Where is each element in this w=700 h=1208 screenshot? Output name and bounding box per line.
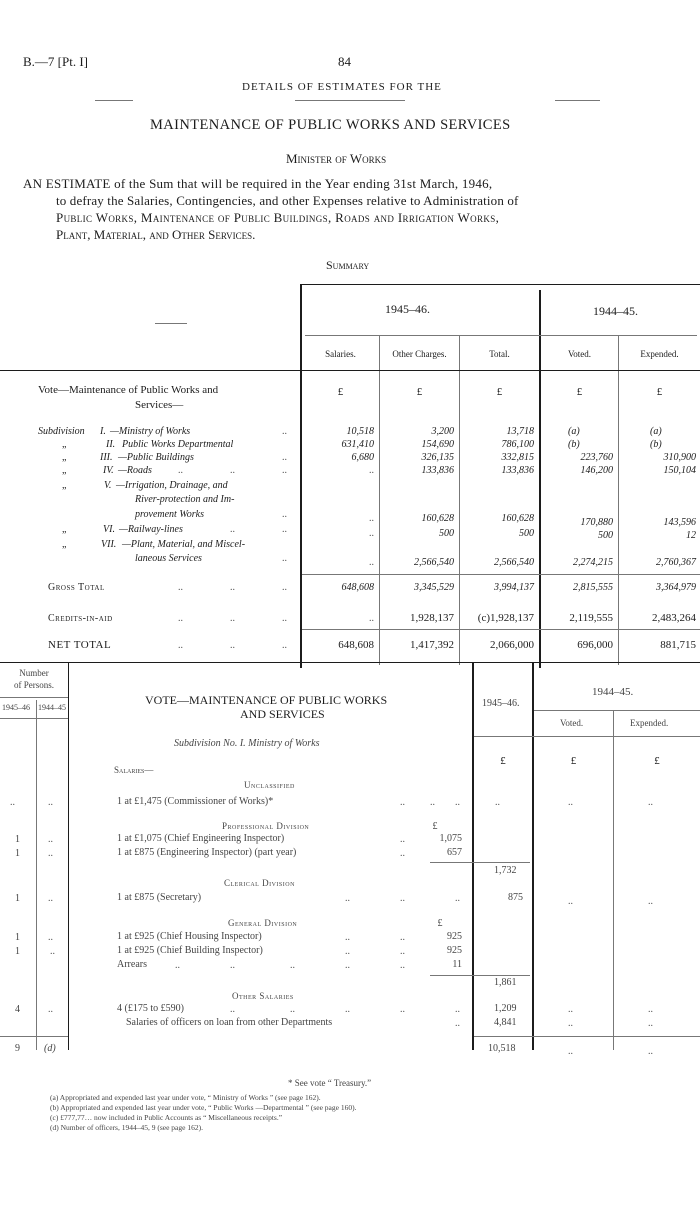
gross-leader-2: .. <box>230 582 235 593</box>
row-2-salaries: 631,410 <box>341 439 374 450</box>
row-3-other: 326,135 <box>421 452 454 463</box>
gen-persons-1: 1 <box>15 932 20 943</box>
vote-label-2: Services— <box>135 399 184 411</box>
row-2-name: Public Works Departmental <box>122 439 234 450</box>
detail-currency-current: £ <box>500 755 506 767</box>
summary-subtotal-rule <box>302 574 700 575</box>
row-1-num: I. <box>100 426 106 437</box>
unclassified-item: 1 at £1,475 (Commissioner of Works)* <box>117 796 274 807</box>
detail-vline-persons <box>68 663 69 1050</box>
gen-amount-2: 925 <box>447 945 462 956</box>
row-6-total: 500 <box>519 528 534 539</box>
prof-item-2: 1 at £875 (Engineering Inspector) (part year) <box>117 847 297 858</box>
prof-persons-prev-2: .. <box>48 848 53 859</box>
clerical-total: 875 <box>508 892 523 903</box>
credits-voted: 2,119,555 <box>569 612 613 624</box>
row-3-salaries: 6,680 <box>351 452 374 463</box>
row-4-num: IV. <box>103 465 114 476</box>
row-4-salaries: .. <box>369 465 374 476</box>
summary-vline-main <box>300 284 302 668</box>
row-5-ditto: „ <box>62 480 67 491</box>
gen-leader-2b: .. <box>400 946 405 957</box>
other-item-1: 4 (£175 to £590) <box>117 1003 184 1014</box>
footnote-c: (c) £777,77… now included in Public Accounts as “ Miscellaneous receipts.” <box>50 1113 283 1122</box>
row-5-expended: 143,596 <box>663 517 696 528</box>
gen-leader-3e: .. <box>400 960 405 971</box>
credits-salaries: .. <box>369 613 374 624</box>
gen-subtotal-rule <box>430 975 530 976</box>
row-2-total: 786,100 <box>501 439 534 450</box>
gen-leader-3d: .. <box>345 960 350 971</box>
detail-header-rule <box>474 736 700 737</box>
gen-amount-3: 11 <box>452 959 462 970</box>
gen-leader-3c: .. <box>290 960 295 971</box>
clerical-leader-2: .. <box>400 893 405 904</box>
detail-vline-persons-split <box>36 700 37 1050</box>
net-salaries: 648,608 <box>338 639 374 651</box>
net-leader-3: .. <box>282 640 287 651</box>
row-5-voted: 170,880 <box>580 517 613 528</box>
row-7-other: 2,566,540 <box>414 557 454 568</box>
detail-col-previous: 1944–45. <box>592 686 634 698</box>
gen-item-2: 1 at £925 (Chief Building Inspector) <box>117 945 263 956</box>
net-total: 2,066,000 <box>490 639 534 651</box>
net-other: 1,417,392 <box>410 639 454 651</box>
row-7-name-1: —Plant, Material, and Miscel- <box>122 539 246 550</box>
row-4-total: 133,836 <box>501 465 534 476</box>
header-rule-center <box>295 100 405 101</box>
summary-col-other: Other Charges. <box>392 349 447 359</box>
currency-total: £ <box>496 386 503 398</box>
other-leader-1e: .. <box>455 1004 460 1015</box>
summary-year-current: 1945–46. <box>385 302 430 316</box>
row-1-other: 3,200 <box>431 426 454 437</box>
unclassified-persons-previous: .. <box>48 797 53 808</box>
net-leader-2: .. <box>230 640 235 651</box>
other-persons-prev-1: .. <box>48 1004 53 1015</box>
gross-expended: 3,364,979 <box>656 582 696 593</box>
credits-label: Credits-in-aid <box>48 613 113 624</box>
unclassified-leader-1: .. <box>400 797 405 808</box>
row-6-leader-2: .. <box>282 524 287 535</box>
prof-leader-2: .. <box>400 848 405 859</box>
detail-currency-voted: £ <box>570 755 577 767</box>
row-3-expended: 310,900 <box>663 452 696 463</box>
document-reference: B.—7 [Pt. I] <box>23 54 88 69</box>
gen-leader-3a: .. <box>175 960 180 971</box>
row-3-name: —Public Buildings <box>118 452 194 463</box>
row-4-other: 133,836 <box>421 465 454 476</box>
footnote-star: * See vote “ Treasury.” <box>288 1078 372 1088</box>
unclassified-voted: .. <box>568 797 573 808</box>
credits-other: 1,928,137 <box>410 612 454 624</box>
persons-total-rule <box>0 1036 68 1037</box>
row-7-salaries: .. <box>369 557 374 568</box>
detail-col-expended: Expended. <box>630 718 669 728</box>
summary-title: Summary <box>326 258 370 272</box>
row-5-other: 160,628 <box>421 513 454 524</box>
clerical-expended: .. <box>648 896 653 907</box>
clerical-voted: .. <box>568 896 573 907</box>
prof-leader-1: .. <box>400 834 405 845</box>
gross-leader-3: .. <box>282 582 287 593</box>
other-leader-1b: .. <box>290 1004 295 1015</box>
persons-header-rule <box>0 697 68 698</box>
footnote-d: (d) Number of officers, 1944–45, 9 (see page 162). <box>50 1123 203 1132</box>
persons-total-current: 9 <box>15 1043 20 1054</box>
vote-label-1: Vote—Maintenance of Public Works and <box>38 384 219 396</box>
persons-total-previous: (d) <box>44 1043 56 1054</box>
general-heading: General Division <box>228 918 298 928</box>
prof-item-1: 1 at £1,075 (Chief Engineering Inspector) <box>117 833 285 844</box>
detail-vline-current <box>472 663 474 1050</box>
detail-total-expended: .. <box>648 1046 653 1057</box>
other-amount-1: 1,209 <box>494 1003 517 1014</box>
unclassified-leader-2: .. <box>430 797 435 808</box>
row-4-leader-1: .. <box>178 465 183 476</box>
detail-vline-previous <box>532 663 534 1050</box>
persons-year-previous: 1944–45 <box>38 703 66 712</box>
row-3-total: 332,815 <box>501 452 534 463</box>
other-voted-2: .. <box>568 1018 573 1029</box>
prof-amount-1: 1,075 <box>439 833 462 844</box>
other-item-2: Salaries of officers on loan from other Departments <box>126 1017 333 1028</box>
minister-heading: Minister of Works <box>286 151 387 166</box>
row-6-num: VI. <box>103 524 115 535</box>
subdivision-title: Subdivision No. I. Ministry of Works <box>174 738 320 749</box>
other-expended-2: .. <box>648 1018 653 1029</box>
row-2-voted: (b) <box>568 439 580 450</box>
row-7-total: 2,566,540 <box>494 557 534 568</box>
row-1-name: —Ministry of Works <box>110 426 191 437</box>
row-2-other: 154,690 <box>421 439 454 450</box>
row-5-salaries: .. <box>369 513 374 524</box>
row-4-expended: 150,104 <box>663 465 696 476</box>
row-3-voted: 223,760 <box>580 452 613 463</box>
credits-total: (c)1,928,137 <box>477 612 534 624</box>
net-leader-1: .. <box>178 640 183 651</box>
clerical-persons-prev: .. <box>48 893 53 904</box>
row-7-voted: 2,274,215 <box>573 557 613 568</box>
persons-year-current: 1945–46 <box>2 703 30 712</box>
gross-other: 3,345,529 <box>414 582 454 593</box>
header-rule-left <box>95 100 133 101</box>
details-heading: DETAILS OF ESTIMATES FOR THE <box>242 81 442 93</box>
gen-leader-3b: .. <box>230 960 235 971</box>
currency-other: £ <box>416 386 423 398</box>
gen-leader-2a: .. <box>345 946 350 957</box>
summary-bottom-rule <box>0 662 700 663</box>
row-6-name: —Railway-lines <box>119 524 183 535</box>
row-4-voted: 146,200 <box>580 465 613 476</box>
unclassified-persons-current: .. <box>10 797 15 808</box>
header-rule-right <box>555 100 600 101</box>
row-3-leader: .. <box>282 452 287 463</box>
row-4-ditto: „ <box>62 465 67 476</box>
row-4-name: —Roads <box>118 465 152 476</box>
row-6-expended: 12 <box>686 530 696 541</box>
prof-total: 1,732 <box>494 865 517 876</box>
vote-title-1: VOTE—MAINTENANCE OF PUBLIC WORKS <box>145 693 388 707</box>
unclassified-expended: .. <box>648 797 653 808</box>
persons-header-2: of Persons. <box>14 680 54 690</box>
page-number: 84 <box>338 54 351 69</box>
clerical-leader-3: .. <box>455 893 460 904</box>
professional-heading: Professional Division <box>222 821 310 831</box>
other-salaries-heading: Other Salaries <box>232 991 294 1001</box>
estimate-line-2: to defray the Salaries, Contingencies, and other Expenses relative to Administration of <box>56 193 519 208</box>
general-currency: £ <box>437 918 443 929</box>
summary-top-rule <box>300 284 700 285</box>
unclassified-heading: Unclassified <box>244 780 295 790</box>
row-5-num: V. <box>104 480 112 491</box>
gross-voted: 2,815,555 <box>573 582 613 593</box>
estimate-line-1: AN ESTIMATE of the Sum that will be required in the Year ending 31st March, 1946, <box>23 176 493 191</box>
clerical-persons: 1 <box>15 893 20 904</box>
currency-voted: £ <box>576 386 583 398</box>
persons-header-1: Number <box>19 668 49 678</box>
salaries-label: Salaries— <box>114 765 154 775</box>
credits-leader-3: .. <box>282 613 287 624</box>
row-1-total: 13,718 <box>506 426 534 437</box>
row-5-name-2: River-protection and Im- <box>135 494 235 505</box>
summary-year-previous: 1944–45. <box>593 304 638 318</box>
detail-total-rule <box>474 1036 700 1037</box>
row-7-ditto: „ <box>62 539 67 550</box>
row-6-other: 500 <box>439 528 454 539</box>
row-1-voted: (a) <box>568 426 580 437</box>
unclassified-current: .. <box>495 797 500 808</box>
row-7-expended: 2,760,367 <box>656 557 696 568</box>
detail-total-voted: .. <box>568 1046 573 1057</box>
clerical-item: 1 at £875 (Secretary) <box>117 892 202 903</box>
other-amount-2: 4,841 <box>494 1017 517 1028</box>
subdivision-prefix: Subdivision <box>38 426 85 437</box>
unclassified-leader-3: .. <box>455 797 460 808</box>
net-expended: 881,715 <box>660 639 696 651</box>
row-2-num: II. <box>106 439 116 450</box>
summary-dash <box>155 323 187 324</box>
gen-item-1: 1 at £925 (Chief Housing Inspector) <box>117 931 262 942</box>
row-7-num: VII. <box>101 539 117 550</box>
gen-item-3: Arrears <box>117 959 147 970</box>
row-6-salaries: .. <box>369 528 374 539</box>
detail-col-current: 1945–46. <box>482 698 520 709</box>
row-2-expended: (b) <box>650 439 662 450</box>
row-5-name-1: —Irrigation, Drainage, and <box>116 480 228 491</box>
footnote-a: (a) Appropriated and expended last year under vote, “ Ministry of Works ” (see page 162). <box>50 1093 321 1102</box>
other-leader-1a: .. <box>230 1004 235 1015</box>
prof-persons-2: 1 <box>15 848 20 859</box>
row-6-voted: 500 <box>598 530 613 541</box>
row-1-salaries: 10,518 <box>346 426 374 437</box>
vote-title-2: AND SERVICES <box>240 707 325 721</box>
summary-col-expended: Expended. <box>640 349 679 359</box>
professional-currency: £ <box>432 821 438 832</box>
gen-total: 1,861 <box>494 977 517 988</box>
row-1-leader: .. <box>282 426 287 437</box>
row-4-leader-3: .. <box>282 465 287 476</box>
row-3-num: III. <box>100 452 113 463</box>
credits-expended: 2,483,264 <box>652 612 696 624</box>
row-1-expended: (a) <box>650 426 662 437</box>
clerical-leader-1: .. <box>345 893 350 904</box>
clerical-heading: Clerical Division <box>224 878 295 888</box>
credits-leader-1: .. <box>178 613 183 624</box>
gross-leader-1: .. <box>178 582 183 593</box>
other-leader-2: .. <box>455 1018 460 1029</box>
other-leader-1c: .. <box>345 1004 350 1015</box>
row-5-name-3: provement Works <box>135 509 204 520</box>
row-7-leader: .. <box>282 553 287 564</box>
row-5-total: 160,628 <box>501 513 534 524</box>
prof-subtotal-rule <box>430 862 530 863</box>
detail-currency-expended: £ <box>654 755 660 767</box>
row-6-ditto: „ <box>62 524 67 535</box>
net-voted: 696,000 <box>577 639 613 651</box>
gen-amount-1: 925 <box>447 931 462 942</box>
gen-persons-prev-2: .. <box>50 946 55 957</box>
credits-leader-2: .. <box>230 613 235 624</box>
currency-expended: £ <box>656 386 663 398</box>
row-3-ditto: „ <box>62 452 67 463</box>
estimate-line-3: Public Works, Maintenance of Public Buildings, Roads and Irrigation Works, <box>56 210 500 225</box>
summary-col-total: Total. <box>489 349 510 359</box>
row-5-leader: .. <box>282 509 287 520</box>
detail-grand-total: 10,518 <box>488 1043 516 1054</box>
detail-previous-rule <box>534 710 700 711</box>
prof-persons-prev-1: .. <box>48 834 53 845</box>
gen-persons-prev-1: .. <box>48 932 53 943</box>
summary-col-salaries: Salaries. <box>325 349 356 359</box>
summary-header-rule <box>0 370 700 371</box>
gen-leader-1b: .. <box>400 932 405 943</box>
gen-persons-2: 1 <box>15 946 20 957</box>
row-4-leader-2: .. <box>230 465 235 476</box>
footnote-b: (b) Appropriated and expended last year under vote, “ Public Works —Departmental ” (see page 160). <box>50 1103 357 1112</box>
summary-year-rule <box>305 335 697 336</box>
other-voted-1: .. <box>568 1004 573 1015</box>
estimate-line-4: Plant, Material, and Other Services. <box>56 227 256 242</box>
row-6-leader-1: .. <box>230 524 235 535</box>
main-title: MAINTENANCE OF PUBLIC WORKS AND SERVICES <box>150 117 511 133</box>
detail-col-voted: Voted. <box>560 718 584 728</box>
prof-amount-2: 657 <box>447 847 462 858</box>
summary-col-voted: Voted. <box>567 349 592 359</box>
gen-leader-1a: .. <box>345 932 350 943</box>
persons-year-rule <box>0 718 68 719</box>
row-7-name-2: laneous Services <box>135 553 202 564</box>
other-leader-1d: .. <box>400 1004 405 1015</box>
gross-total: 3,994,137 <box>494 582 534 593</box>
row-2-ditto: „ <box>62 439 67 450</box>
other-expended-1: .. <box>648 1004 653 1015</box>
other-persons-1: 4 <box>15 1004 20 1015</box>
prof-persons-1: 1 <box>15 834 20 845</box>
currency-salaries: £ <box>337 386 344 398</box>
net-total-label: NET TOTAL <box>48 639 112 651</box>
gross-salaries: 648,608 <box>341 582 374 593</box>
gross-total-label: Gross Total <box>48 582 105 593</box>
summary-net-rule <box>302 629 700 630</box>
